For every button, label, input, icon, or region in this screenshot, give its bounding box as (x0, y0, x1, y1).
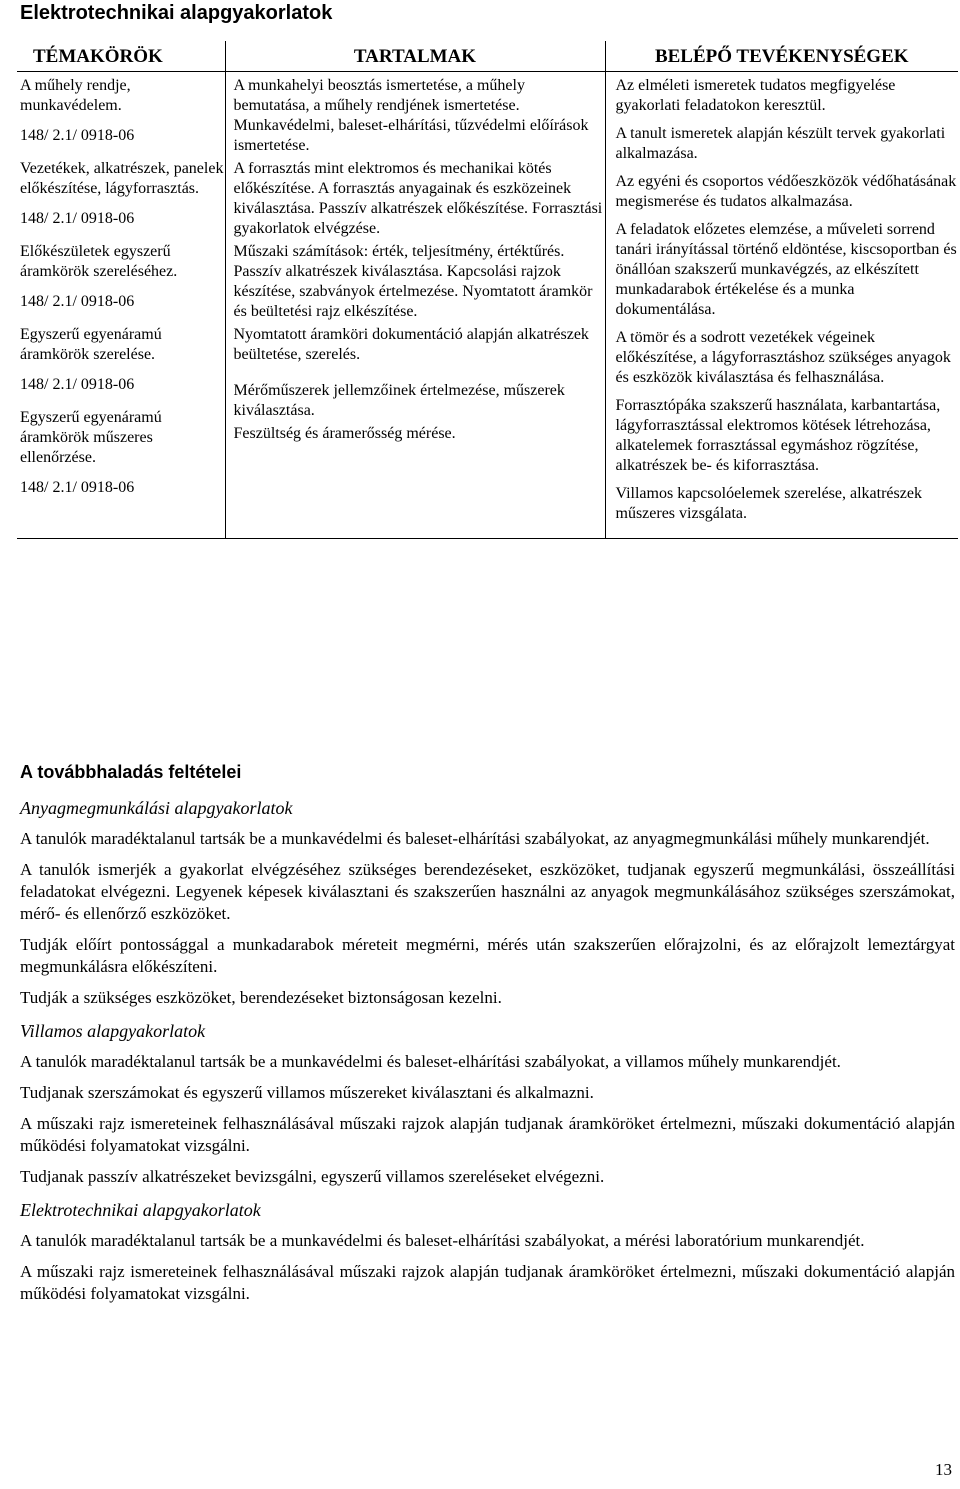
paragraph: A tanulók maradéktalanul tartsák be a munkavédelmi és baleset-elhárítási szabályokat, az anyagmegmunkálási műhely munkarendjét. (20, 829, 930, 848)
topic-name: Vezetékek, alkatrészek, panelek előkészítése, lágyforrasztás. (20, 160, 224, 197)
content-item: Feszültség és áramerősség mérése. (233, 425, 456, 442)
topic-item (20, 408, 225, 498)
paragraph: A műszaki rajz ismereteinek felhasználásával műszaki rajzok alapján tudjanak áramköröket értelmezni, műszaki dokumentáció alapján működési folyamatokat vizsgálni. (20, 1262, 955, 1303)
paragraph: A műszaki rajz ismereteinek felhasználásával műszaki rajzok alapján tudjanak áramköröket értelmezni, műszaki dokumentáció alapján működési folyamatokat vizsgálni. (20, 1114, 955, 1155)
group-title: Anyagmegmunkálási alapgyakorlatok (20, 798, 293, 818)
header-contents: TARTALMAK (225, 41, 605, 72)
topic-item (20, 76, 225, 146)
header-topics: TÉMAKÖRÖK (17, 41, 225, 72)
activity-item: Villamos kapcsolóelemek szerelése, alkatrészek műszeres vizsgálata. (615, 485, 922, 522)
topic-code: 148/ 2.1/ 0918-06 (20, 210, 135, 227)
header-activities: BELÉPŐ TEVÉKENYSÉGEK (605, 41, 958, 72)
topic-name: Előkészületek egyszerű áramkörök szereléséhez. (20, 243, 178, 280)
activity-item: Az elméleti ismeretek tudatos megfigyelése gyakorlati feladatokon keresztül. (615, 77, 896, 114)
topic-name: Egyszerű egyenáramú áramkörök műszeres ellenőrzése. (20, 409, 162, 466)
topic-item (20, 242, 225, 312)
document-title: Elektrotechnikai alapgyakorlatok (20, 2, 333, 24)
activity-item: Forrasztópáka szakszerű használata, karbantartása, lágyforrasztással elektromos kötések létrehozása, alkatelemek forrasztással egymáshoz rögzítése, alkatrészek be- és kiforrasztása. (615, 397, 941, 474)
content-item: A forrasztás mint elektromos és mechanikai kötés előkészítése. A forrasztás anyagainak és eszközeinek kiválasztása. Passzív alkatrészek előkészítése. Forrasztási gyakorlatok elvégzése. (233, 160, 603, 237)
paragraph: A tanulók maradéktalanul tartsák be a munkavédelmi és baleset-elhárítási szabályokat, a mérési laboratórium munkarendjét. (20, 1231, 865, 1250)
topic-item (20, 325, 225, 395)
group-title: Elektrotechnikai alapgyakorlatok (20, 1200, 261, 1220)
contents-cell (225, 72, 605, 539)
content-item: A munkahelyi beosztás ismertetése, a műhely bemutatása, a műhely rendjének ismertetése. Munkavédelmi, baleset-elhárítási, tűzvédelmi előírások ismertetése. (233, 77, 589, 154)
topic-name: A műhely rendje, munkavédelem. (20, 77, 131, 114)
topic-item (20, 159, 225, 229)
topic-code: 148/ 2.1/ 0918-06 (20, 479, 135, 496)
topics-cell (17, 72, 225, 539)
paragraph: A tanulók ismerjék a gyakorlat elvégzéséhez szükséges berendezéseket, eszközöket, tudjanak egyszerű megmunkálási, összeállítási feladatokat elvégezni. Legyenek képesek kiválasztani és szakszerűen használni az anyagok megmunkálásához szükséges szerszámokat, mérő- és ellenőrző eszközöket. (20, 860, 955, 923)
paragraph: Tudjanak szerszámokat és egyszerű villamos műszereket kiválasztani és alkalmazni. (20, 1083, 594, 1102)
topic-code: 148/ 2.1/ 0918-06 (20, 293, 135, 310)
table-header-row (17, 41, 958, 72)
curriculum-table (17, 41, 958, 539)
content-item: Nyomtatott áramköri dokumentáció alapján alkatrészek beültetése, szerelés. (233, 326, 589, 363)
activity-item: Az egyéni és csoportos védőeszközök védőhatásának megismerése és tudatos alkalmazása. (615, 173, 957, 210)
paragraph: Tudjanak passzív alkatrészeket bevizsgálni, egyszerű villamos szereléseket elvégezni. (20, 1167, 605, 1186)
progression-group (20, 1198, 955, 1305)
table-row (17, 72, 958, 539)
topic-code: 148/ 2.1/ 0918-06 (20, 376, 135, 393)
progression-heading: A továbbhaladás feltételei (20, 762, 242, 782)
content-item: Műszaki számítások: érték, teljesítmény, értéktűrés. Passzív alkatrészek kiválasztása. Kapcsolási rajzok készítése, szabványok értelmezése. Nyomtatott áramkör és beültetési rajz elkészítése. (233, 243, 593, 320)
progression-group (20, 1019, 955, 1188)
activity-item: A feladatok előzetes elemzése, a műveleti sorrend tanári irányítással történő eldöntése, kiscsoportban és önállóan szakszerű munkavégzés, az elkészített munkadarabok értékelése és a munka dokumentálása. (615, 221, 957, 318)
activity-item: A tanult ismeretek alapján készült tervek gyakorlati alkalmazása. (615, 125, 946, 162)
paragraph: Tudják előírt pontossággal a munkadarabok méreteit megmérni, mérés után szakszerűen előrajzolni, és az előrajzolt lemeztárgyat megmunkálásra előkészíteni. (20, 935, 955, 976)
topic-name: Egyszerű egyenáramú áramkörök szerelése. (20, 326, 162, 363)
content-item: Mérőműszerek jellemzőinek értelmezése, műszerek kiválasztása. (233, 382, 565, 419)
progression-group (20, 796, 955, 1009)
page-number: 13 (935, 1460, 952, 1479)
paragraph: A tanulók maradéktalanul tartsák be a munkavédelmi és baleset-elhárítási szabályokat, a villamos műhely munkarendjét. (20, 1052, 841, 1071)
topic-code: 148/ 2.1/ 0918-06 (20, 127, 135, 144)
paragraph: Tudják a szükséges eszközöket, berendezéseket biztonságosan kezelni. (20, 988, 502, 1007)
activities-cell (605, 72, 958, 539)
progression-section (20, 760, 955, 1314)
activity-item: A tömör és a sodrott vezetékek végeinek előkészítése, a lágyforrasztáshoz szükséges anyagok és eszközök kiválasztása és felhasználása. (615, 329, 951, 386)
group-title: Villamos alapgyakorlatok (20, 1021, 206, 1041)
